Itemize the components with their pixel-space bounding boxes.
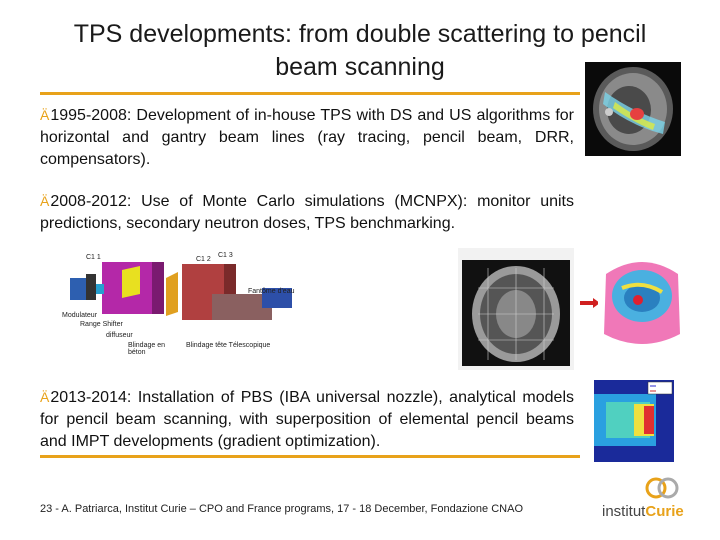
institut-curie-logo: institutCurie	[602, 503, 684, 520]
label-c1: C1 1	[86, 254, 101, 261]
label-phantom: Fantôme d'eau	[248, 288, 295, 295]
label-c2: C1 2	[196, 256, 211, 263]
footer-text: 23 - A. Patriarca, Institut Curie – CPO and France programs, 17 - 18 December, Fondazione CNAO	[40, 503, 523, 515]
dose-profile-plot	[586, 376, 682, 470]
institut-curie-logo-icon	[644, 476, 684, 500]
label-blindage-beton: Blindage en béton	[128, 342, 165, 356]
title-underline	[40, 92, 580, 95]
bullet-3	[40, 386, 574, 453]
bullet-arrow-icon: Ä	[40, 389, 50, 405]
ct-dose-image	[585, 62, 681, 156]
bullet-arrow-icon: Ä	[40, 107, 50, 123]
bullet-1-text: 1995-2008: Development of in-house TPS with DS and US algorithms for horizontal and gantry beam lines (ray tracing, pencil beam, DRR, compensators).	[40, 107, 574, 168]
bullet-1	[40, 104, 574, 171]
label-modulator: Modulateur	[62, 312, 98, 319]
bullet-2	[40, 190, 574, 235]
red-arrow-icon	[580, 298, 600, 308]
label-diffuser: diffuseur	[106, 332, 133, 339]
bullet-2-text: 2008-2012: Use of Monte Carlo simulations (MCNPX): monitor units predictions, secondary neutron doses, TPS benchmarking.	[40, 193, 574, 232]
label-blindage-tete: Blindage tête Télescopique	[186, 342, 271, 349]
bottom-rule	[40, 455, 580, 458]
bullet-3-text: 2013-2014: Installation of PBS (IBA universal nozzle), analytical models for pencil beam scanning, with superposition of elemental pencil beams and IMPT developments (gradient optimization).	[40, 389, 574, 450]
ct-slice-image	[458, 248, 574, 370]
slide-title: TPS developments: from double scattering to pencil beam scanning	[73, 20, 647, 81]
label-c3: C1 3	[218, 252, 233, 259]
mc-head-image	[598, 244, 686, 360]
label-range-shifter: Range Shifter	[80, 321, 123, 328]
bullet-arrow-icon: Ä	[40, 193, 50, 209]
